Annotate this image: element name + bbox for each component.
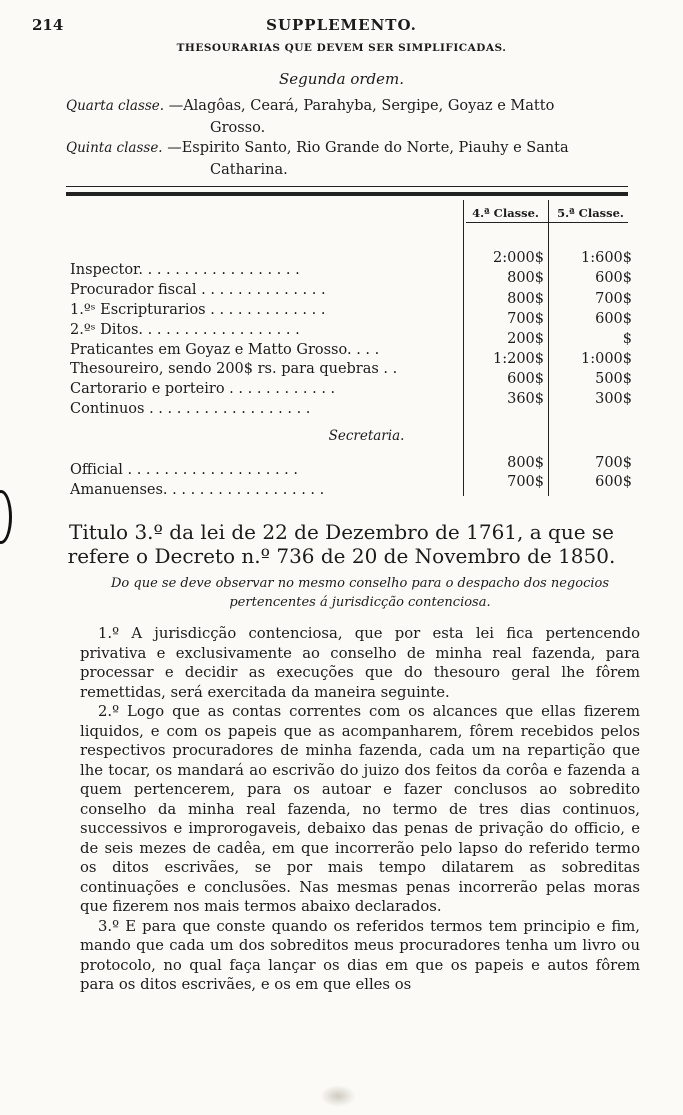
table-cell: 300$ xyxy=(595,391,632,407)
table-row-label: Cartorario e porteiro . . . . . . . . . . . . xyxy=(70,381,336,397)
law-title-line1: Titulo 3.º da lei de 22 de Dezembro de 1761, a que se xyxy=(69,520,614,544)
class-line-quinta-cont: Catharina. xyxy=(210,162,288,178)
paragraph: 1.º A jurisdicção contenciosa, que por esta lei fica pertencendo privativa e exclusivamente ao conselho de minha real fazenda, para processar e decidir as execuções que do thesouro geral lhe fôrem remettidas, será exercitada da maneira seguinte. xyxy=(80,625,640,701)
table-row-label: Amanuenses. . . . . . . . . . . . . . . . . . xyxy=(70,482,325,498)
running-title: SUPPLEMENTO. xyxy=(266,16,417,34)
paragraph: 2.º Logo que as contas correntes com os alcances que ellas fizerem liquidos, e com os papeis que as acompanharem, fôrem recebidos pelos respectivos procuradores de minha fazenda, cada um na repartição que lhe tocar, os mandará ao escrivão do juizo dos feitos da corôa e fazenda a quem pertencerem, para os autoar e fazer conclusos ao sobredito conselho da minha real fazenda, no termo de tres dias continuos, successivos e improrogaveis, debaixo das penas de privação do officio, e de seis mezes de cadêa, em que incorrerão pelo lapso do referido termo os ditos escrivães, se por mais tempo dilatarem as sobreditas continuações e conclusões. Nas mesmas penas incorrerão pelas moras que fizerem nos mais termos abaixo declarados. xyxy=(80,703,640,915)
secretaria-heading: Secretaria. xyxy=(328,428,405,444)
table-cell: 600$ xyxy=(595,311,632,327)
table-cell: 700$ xyxy=(507,311,544,327)
table-cell: 600$ xyxy=(595,474,632,490)
table-cell: 200$ xyxy=(507,331,544,347)
class-line-quinta xyxy=(66,140,569,156)
column-header-5: 5.ª Classe. xyxy=(557,206,624,220)
class-label: Quarta classe. xyxy=(66,98,165,114)
body-text xyxy=(80,624,640,995)
paragraph: 3.º E para que conste quando os referidos termos tem principio e fim, mando que cada um dos sobreditos meus procuradores tenha um livro ou protocolo, no qual faça lançar os dias em que os papeis e autos fôrem para os ditos escrivães, e os em que elles os xyxy=(80,917,640,993)
table-cell: 800$ xyxy=(507,270,544,286)
table-cell: 600$ xyxy=(507,371,544,387)
table-cell: 800$ xyxy=(507,455,544,471)
table-cell: 800$ xyxy=(507,291,544,307)
law-description: Do que se deve observar no mesmo conselho para o despacho dos negocios pertencentes á jurisdicção contenciosa. xyxy=(111,576,609,610)
table-cell: 700$ xyxy=(507,474,544,490)
table-cell: 600$ xyxy=(595,270,632,286)
table-cell: 1:000$ xyxy=(580,351,632,367)
table-cell: $ xyxy=(622,331,632,347)
law-title-line2: refere o Decreto n.º 736 de 20 de Novembro de 1850. xyxy=(67,544,616,568)
table-cell: 500$ xyxy=(595,371,632,387)
class-line-quarta xyxy=(66,98,554,114)
class-label: Quinta classe. xyxy=(66,140,163,156)
table-row-label: 1.ºˢ Escripturarios . . . . . . . . . . . . . xyxy=(70,302,326,318)
table-row-label: Continuos . . . . . . . . . . . . . . . . . . xyxy=(70,401,311,417)
column-divider-middle xyxy=(548,200,549,496)
column-header-rule xyxy=(466,222,628,223)
table-cell: 360$ xyxy=(507,391,544,407)
table-row-label: Procurador fiscal . . . . . . . . . . . . . . xyxy=(70,282,326,298)
page-number: 214 xyxy=(32,16,64,34)
class-text: —Alagôas, Ceará, Parahyba, Sergipe, Goyaz e Matto xyxy=(168,98,555,114)
table-cell: 1:600$ xyxy=(580,250,632,266)
rule-thick xyxy=(66,192,628,196)
class-text: —Espirito Santo, Rio Grande do Norte, Piauhy e Santa xyxy=(167,140,569,156)
table-row-label: Thesoureiro, sendo 200$ rs. para quebras . . xyxy=(70,361,398,377)
table-row-label: 2.ºˢ Ditos. . . . . . . . . . . . . . . . . . xyxy=(70,322,300,338)
table-cell: 2:000$ xyxy=(492,250,544,266)
table-row-label: Praticantes em Goyaz e Matto Grosso. . . . xyxy=(70,342,380,358)
table-row-label: Inspector. . . . . . . . . . . . . . . . . . xyxy=(70,262,300,278)
ink-smudge xyxy=(320,1085,356,1107)
order-heading: Segunda ordem. xyxy=(278,70,405,88)
class-line-quarta-cont: Grosso. xyxy=(210,120,266,136)
table-cell: 700$ xyxy=(595,291,632,307)
table-cell: 1:200$ xyxy=(492,351,544,367)
section-subtitle: THESOURARIAS QUE DEVEM SER SIMPLIFICADAS. xyxy=(176,42,507,54)
rule-thin xyxy=(66,186,628,187)
table-row-label: Official . . . . . . . . . . . . . . . . . . . xyxy=(70,462,299,478)
column-header-4: 4.ª Classe. xyxy=(472,206,539,220)
table-cell: 700$ xyxy=(595,455,632,471)
